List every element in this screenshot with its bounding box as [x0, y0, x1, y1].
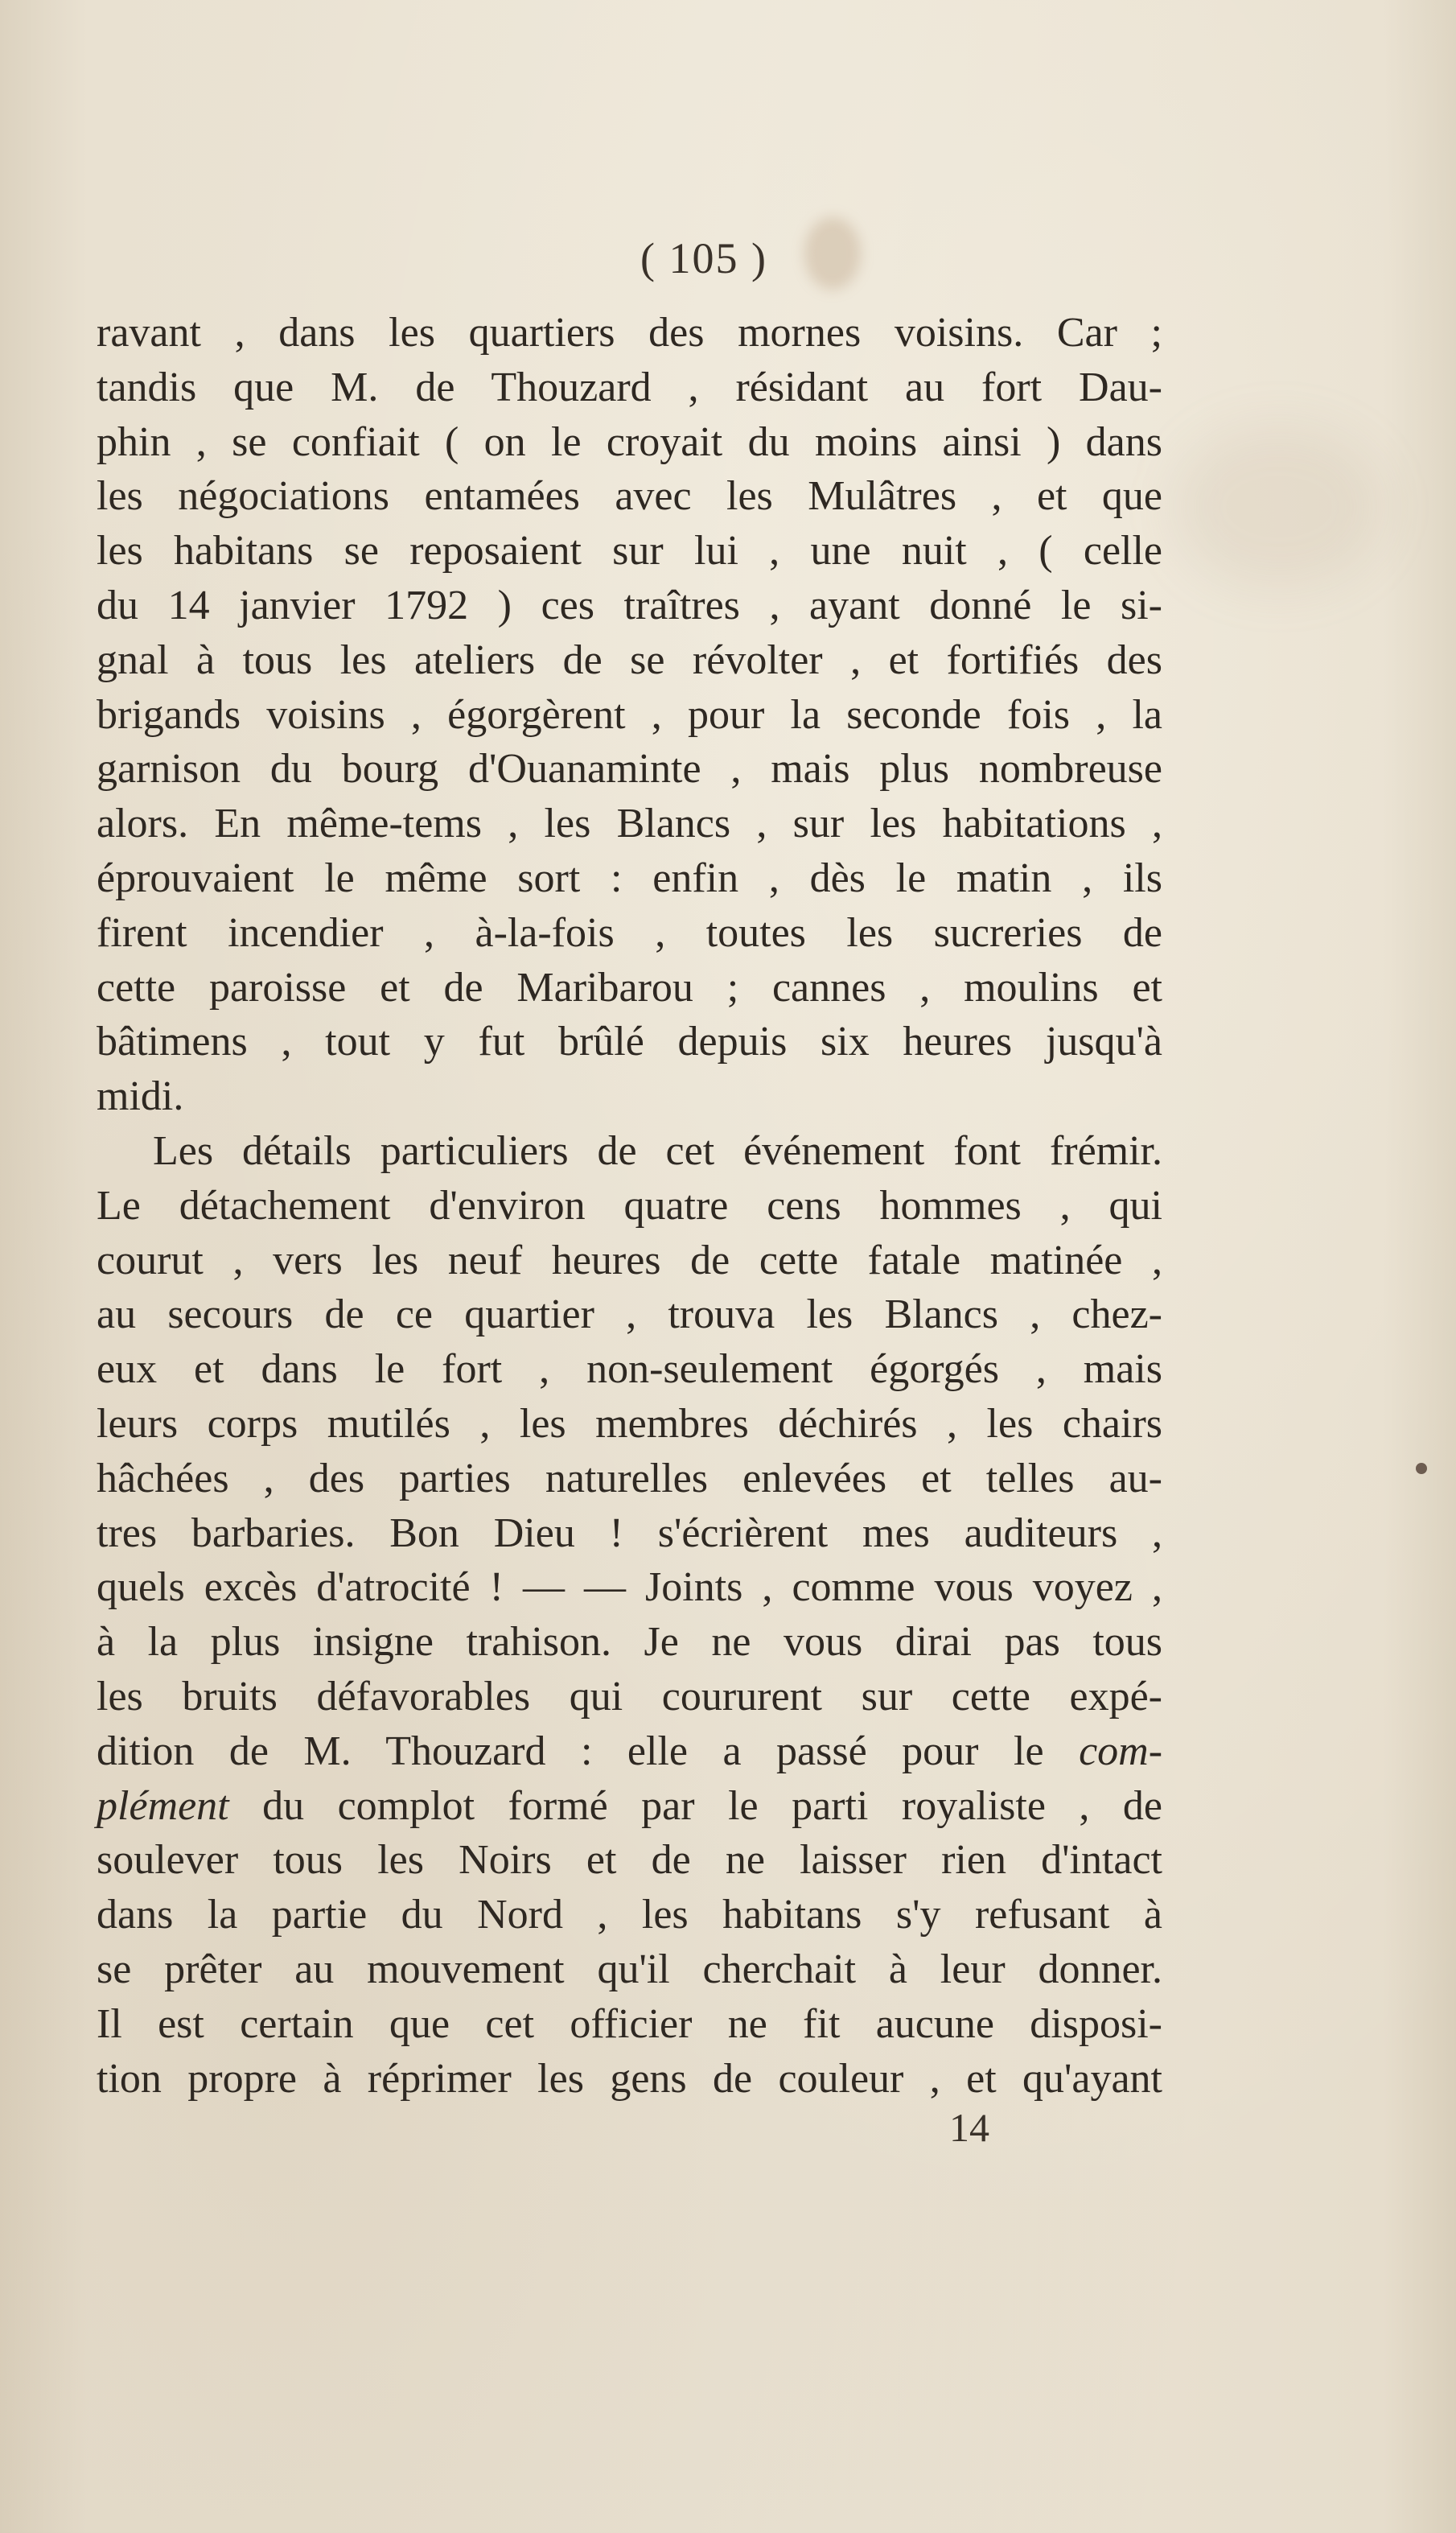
text-line: midi. [97, 1073, 184, 1120]
text-line: leurs corps mutilés , les membres déchirés , les chairs [97, 1400, 1162, 1447]
text-line: tandis que M. de Thouzard , résidant au fort Dau- [97, 364, 1162, 410]
italic-word: plément [97, 1782, 229, 1829]
paper-shading [1174, 426, 1384, 587]
text-line: Il est certain que cet officier ne fit aucune disposi- [97, 2000, 1162, 2047]
text-line-with-italic [97, 1724, 1162, 1779]
text-line: firent incendier , à-la-fois , toutes les sucreries de [97, 909, 1162, 956]
text-line: eux et dans le fort , non-seulement égorgés , mais [97, 1346, 1162, 1393]
signature-mark: 14 [949, 2105, 989, 2150]
italic-word: com- [1079, 1728, 1163, 1774]
page-header [0, 233, 1456, 283]
text-line: dans la partie du Nord , les habitans s'y refusant à [97, 1892, 1162, 1938]
text-line: Le détachement d'environ quatre cens hommes , qui [97, 1182, 1162, 1229]
text-line: les habitans se reposaient sur lui , une nuit , ( celle [97, 528, 1162, 575]
text-line: garnison du bourg d'Ouanaminte , mais plus nombreuse [97, 746, 1162, 793]
text-line: brigands voisins , égorgèrent , pour la seconde fois , la [97, 691, 1162, 738]
text-line: les bruits défavorables qui coururent sur cette expé- [97, 1673, 1162, 1720]
page-number: ( 105 ) [640, 234, 767, 282]
text-line: du 14 janvier 1792 ) ces traîtres , ayant donné le si- [97, 582, 1162, 628]
text-line: au secours de ce quartier , trouva les Blancs , chez- [97, 1291, 1162, 1338]
text-line: tion propre à réprimer les gens de couleur , et qu'ayant [97, 2055, 1162, 2102]
text-line: Les détails particuliers de cet événement font frémir. [153, 1127, 1162, 1174]
text-segment: dition de M. Thouzard : elle a passé pour le [97, 1728, 1044, 1774]
text-line: se prêter au mouvement qu'il cherchait à leur donner. [97, 1946, 1162, 1992]
body-text [97, 306, 1162, 2106]
text-line: éprouvaient le même sort : enfin , dès le matin , ils [97, 855, 1162, 901]
text-line: cette paroisse et de Maribarou ; cannes , moulins et [97, 964, 1162, 1011]
text-line: bâtimens , tout y fut brûlé depuis six heures jusqu'à [97, 1019, 1162, 1065]
text-line: phin , se confiait ( on le croyait du moins ainsi ) dans [97, 418, 1162, 465]
text-line: gnal à tous les ateliers de se révolter , et fortifiés des [97, 636, 1162, 683]
text-line: tres barbaries. Bon Dieu ! s'écrièrent mes auditeurs , [97, 1510, 1162, 1556]
text-segment: du complot formé par le parti royaliste , de [262, 1782, 1162, 1829]
text-line: ravant , dans les quartiers des mornes voisins. Car ; [97, 310, 1162, 356]
text-line: soulever tous les Noirs et de ne laisser rien d'intact [97, 1837, 1162, 1884]
text-line: courut , vers les neuf heures de cette fatale matinée , [97, 1237, 1162, 1283]
text-line: les négociations entamées avec les Mulâtres , et que [97, 473, 1162, 520]
text-line: quels excès d'atrocité ! — — Joints , comme vous voyez , [97, 1564, 1162, 1611]
text-line: à la plus insigne trahison. Je ne vous dirai pas tous [97, 1619, 1162, 1666]
text-line: alors. En même-tems , les Blancs , sur les habitations , [97, 801, 1162, 847]
text-line: hâchées , des parties naturelles enlevées et telles au- [97, 1455, 1162, 1501]
ink-speck [1416, 1463, 1427, 1474]
text-line-with-italic [97, 1779, 1162, 1834]
